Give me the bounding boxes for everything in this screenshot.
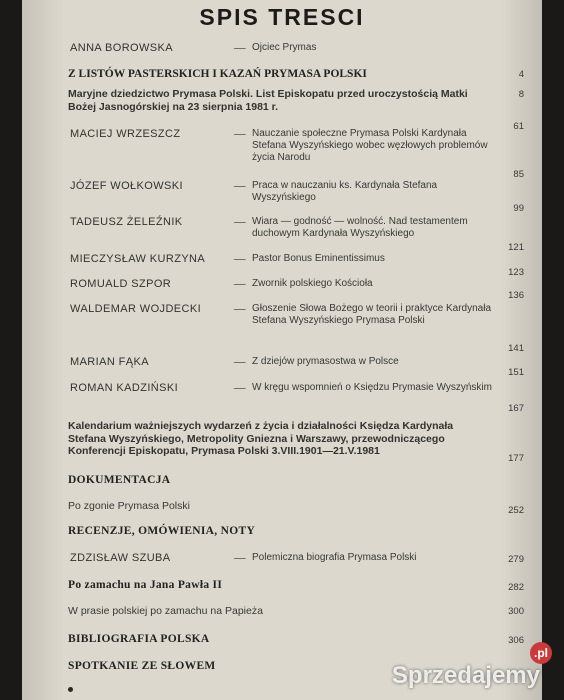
entry-author: MACIEJ WRZESZCZ (70, 128, 181, 140)
entry-title: W prasie polskiej po zamachu na Papieża (68, 605, 263, 617)
entry-page: 279 (508, 554, 524, 565)
entry-author: MIECZYSŁAW KURZYNA (70, 253, 206, 265)
entry-author: ANNA BOROWSKA (70, 42, 173, 54)
entry-author: ROMAN KADZIŃSKI (70, 382, 179, 394)
entry-author: MARIAN FĄKA (70, 356, 149, 368)
entry-title: Zwornik polskiego Kościoła (252, 278, 373, 289)
entry-page: 85 (513, 169, 524, 180)
entry-author: JÓZEF WOŁKOWSKI (70, 180, 183, 192)
entry-title: Wiara — godność — wolność. Nad testamentem duchowym Kardynała Wyszyńskiego (252, 216, 468, 239)
entry-dash: — (234, 216, 246, 228)
entry-title: Głoszenie Słowa Bożego w teorii i praktyce Kardynała Stefana Wyszyńskiego Prymasa Polski (252, 303, 492, 326)
section-heading: DOKUMENTACJA (68, 474, 171, 486)
entry-title: Po zgonie Prymasa Polski (68, 500, 190, 512)
entry-heading: Maryjne dziedzictwo Prymasa Polski. List Episkopatu przed uroczystością Matki Bożej Jasnogórskiej na 23 sierpnia 1981 r. (68, 88, 468, 113)
entry-title: Z dziejów prymasostwa w Polsce (252, 356, 399, 367)
entry-dash: — (234, 552, 246, 564)
section-heading: BIBLIOGRAFIA POLSKA (68, 633, 210, 645)
entry-page: 300 (508, 606, 524, 617)
entry-page: 252 (508, 505, 524, 516)
entry-dash: — (234, 128, 246, 140)
entry-heading: Kalendarium ważniejszych wydarzeń z życia i działalności Księdza Kardynała Stefana Wyszyńskiego, Metropolity Gniezna i Warszawy, przewodniczącego Konferencji Episkopatu, Prymasa Polski 3.VIII.1901—21.V.1981 (68, 420, 454, 457)
entry-title: Polemiczna biografia Prymasa Polski (252, 552, 417, 563)
entry-title: Praca w nauczaniu ks. Kardynała Stefana Wyszyńskiego (252, 180, 438, 203)
entry-page: 99 (513, 203, 524, 214)
entry-dash: — (234, 278, 246, 290)
document-page (22, 0, 542, 700)
entry-page: 123 (508, 267, 524, 278)
entry-title: Pastor Bonus Eminentissimus (252, 253, 385, 264)
entry-dash: — (234, 180, 246, 192)
entry-author: WALDEMAR WOJDECKI (70, 303, 202, 315)
entry-page: 306 (508, 635, 524, 646)
page-title: SPIS TRESCI (199, 4, 365, 30)
entry-dash: — (234, 253, 246, 265)
entry-title: W kręgu wspomnień o Księdzu Prymasie Wyszyńskim (252, 382, 492, 393)
entry-dash: — (234, 303, 246, 315)
entry-page: 177 (508, 453, 524, 464)
section-heading: SPOTKANIE ZE SŁOWEM (68, 660, 216, 672)
bullet-mark (68, 687, 73, 692)
entry-page: 4 (518, 69, 524, 80)
entry-author: TADEUSZ ŻELEŹNIK (70, 216, 183, 228)
entry-title: Ojciec Prymas (252, 42, 317, 53)
entry-heading: Z LISTÓW PASTERSKICH I KAZAŃ PRYMASA POLSKI (68, 68, 367, 80)
watermark-badge: .pl (530, 642, 552, 664)
entry-page: 282 (508, 582, 524, 593)
entry-author: ZDZISŁAW SZUBA (70, 552, 171, 564)
entry-title: Nauczanie społeczne Prymasa Polski Kardynała Stefana Wyszyńskiego wobec węzłowych problemów życia Narodu (252, 128, 488, 163)
entry-page: 61 (513, 121, 524, 132)
section-heading: Po zamachu na Jana Pawła II (68, 579, 223, 591)
entry-dash: — (234, 356, 246, 368)
section-heading: RECENZJE, OMÓWIENIA, NOTY (68, 525, 256, 537)
entry-page: 136 (508, 290, 524, 301)
entry-page: 8 (518, 89, 524, 100)
watermark-logo: Sprzedajemy (391, 662, 540, 689)
entry-dash: — (234, 382, 246, 394)
entry-dash: — (234, 42, 246, 54)
entry-author: ROMUALD SZPOR (70, 278, 172, 290)
entry-page: 167 (508, 403, 524, 414)
entry-page: 141 (508, 343, 524, 354)
entry-page: 121 (508, 242, 524, 253)
entry-page: 151 (508, 367, 524, 378)
